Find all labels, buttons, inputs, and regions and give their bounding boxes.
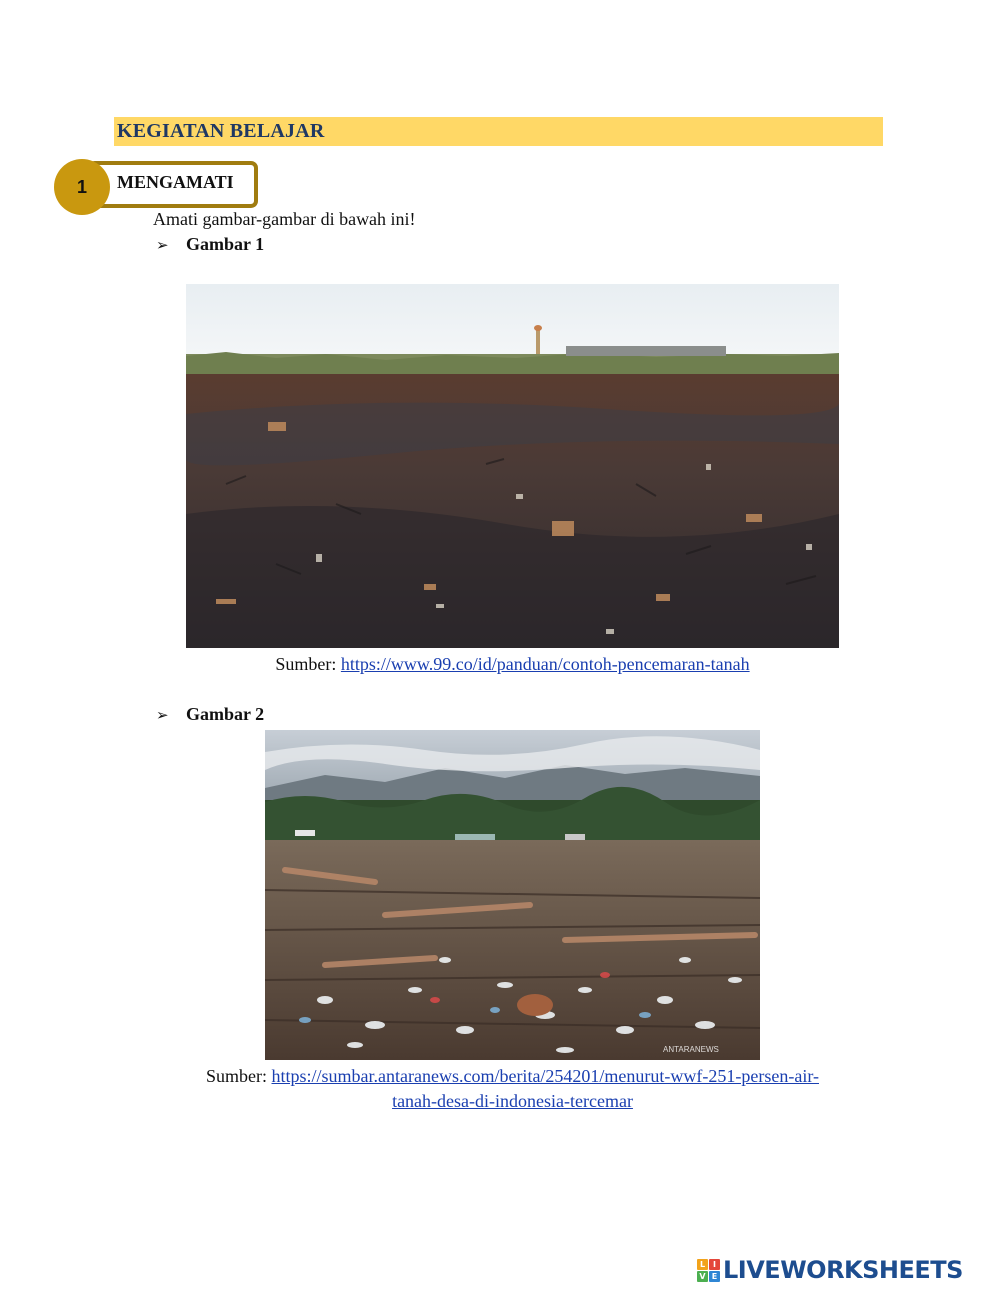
figure-2-heading — [156, 704, 264, 725]
photo-watermark: ANTARANEWS — [663, 1045, 719, 1054]
figure-2-caption — [150, 1064, 875, 1114]
figure-2-caption-line-2 — [150, 1089, 875, 1114]
instruction-text: Amati gambar-gambar di bawah ini! — [153, 209, 416, 229]
polluted-soil-image — [186, 284, 839, 648]
logo-letter-grid — [697, 1259, 720, 1282]
step-label: MENGAMATI — [117, 172, 234, 192]
logo-letter-i: I — [709, 1259, 720, 1270]
step-number-badge — [54, 159, 110, 215]
figure-2-source-prefix: Sumber: — [206, 1066, 272, 1086]
logo-letter-e: E — [709, 1271, 720, 1282]
logo-text: LIVEWORKSHEETS — [723, 1256, 963, 1284]
figure-2-photo — [265, 730, 760, 1060]
figure-1-source-link[interactable]: https://www.99.co/id/panduan/contoh-pencemaran-tanah — [340, 654, 750, 674]
step-number: 1 — [76, 176, 87, 197]
figure-1-photo — [186, 284, 839, 648]
liveworksheets-logo — [697, 1256, 963, 1284]
figure-2-caption-line-1 — [150, 1064, 875, 1089]
section-title: KEGIATAN BELAJAR — [117, 120, 325, 142]
figure-2-source-link-line-1[interactable]: https://sumbar.antaranews.com/berita/254201/menurut-wwf-251-persen-air- — [271, 1066, 819, 1086]
figure-1-label: Gambar 1 — [186, 234, 265, 254]
arrow-bullet-icon: ➢ — [156, 705, 169, 724]
figure-1-heading — [156, 234, 264, 255]
logo-letter-v: V — [697, 1271, 708, 1282]
arrow-bullet-icon: ➢ — [156, 235, 169, 254]
figure-2-label: Gambar 2 — [186, 704, 265, 724]
figure-1-source-prefix: Sumber: — [275, 654, 341, 674]
section-header-band — [114, 117, 883, 146]
polluted-river-image — [265, 730, 760, 1060]
logo-letter-l: L — [697, 1259, 708, 1270]
figure-2-source-link-line-2[interactable]: tanah-desa-di-indonesia-tercemar — [392, 1091, 633, 1111]
figure-1-caption — [186, 652, 839, 677]
